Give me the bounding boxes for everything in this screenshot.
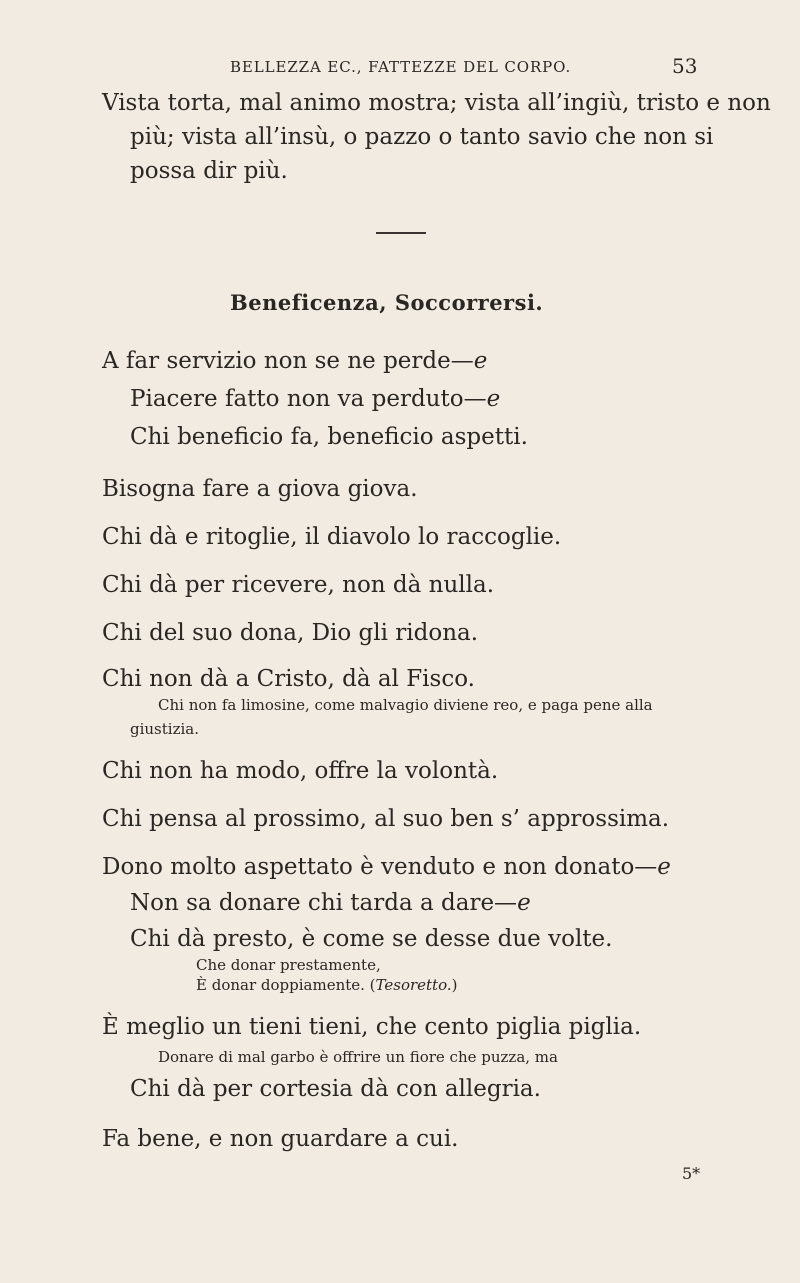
proverb-line <box>102 856 671 879</box>
proverb-text: A far servizio non se ne perde— <box>102 348 474 374</box>
proverb-note: Donare di mal garbo è offrire un fiore che puzza, ma <box>158 1048 558 1066</box>
note-text: ) <box>451 976 458 994</box>
proverb-text: Piacere fatto non va perduto— <box>130 386 487 412</box>
proverb-note: Che donar prestamente, <box>196 956 381 974</box>
note-text: È donar doppiamente. ( <box>196 976 376 994</box>
proverb-line: Bisogna fare a giova giova. <box>102 476 418 502</box>
proverb-line: Chi pensa al prossimo, al suo ben s’ approssima. <box>102 806 670 832</box>
page-number: 53 <box>672 54 698 78</box>
section-title: Beneficenza, Soccorrersi. <box>230 290 544 315</box>
proverb-line: Chi dà presto, è come se desse due volte. <box>130 926 613 952</box>
proverb-line: Chi dà per ricevere, non dà nulla. <box>102 572 495 598</box>
proverb-line: Chi beneficio fa, beneficio aspetti. <box>130 424 528 450</box>
proverb-line <box>130 388 500 411</box>
proverb-text: Dono molto aspettato è venduto e non donato— <box>102 854 658 880</box>
proverb-conj: e <box>486 386 501 412</box>
proverb-line: Fa bene, e non guardare a cui. <box>102 1126 459 1152</box>
proverb-line: Chi dà per cortesia dà con allegria. <box>130 1076 541 1102</box>
proverb-conj: e <box>517 890 531 916</box>
proverb-note: giustizia. <box>130 720 199 738</box>
proverb-note <box>196 978 457 993</box>
signature-mark: 5* <box>682 1164 701 1183</box>
intro-line-1: Vista torta, mal animo mostra; vista all’ingiù, tristo e non <box>102 90 771 116</box>
proverb-line: Chi del suo dona, Dio gli ridona. <box>102 620 479 646</box>
proverb-line: Chi non ha modo, offre la volontà. <box>102 758 499 784</box>
intro-line-3: possa dir più. <box>130 158 288 184</box>
proverb-note: Chi non fa limosine, come malvagio diviene reo, e paga pene alla <box>158 696 653 714</box>
proverb-text: Non sa donare chi tarda a dare— <box>130 890 518 916</box>
section-divider <box>376 232 426 234</box>
note-source: Tesoretto. <box>375 976 452 994</box>
proverb-line: Chi dà e ritoglie, il diavolo lo raccoglie. <box>102 524 562 550</box>
proverb-line <box>102 350 487 373</box>
proverb-line: Chi non dà a Cristo, dà al Fisco. <box>102 666 475 692</box>
intro-line-2: più; vista all’insù, o pazzo o tanto savio che non si <box>130 124 714 150</box>
proverb-conj: e <box>473 348 488 374</box>
proverb-line: È meglio un tieni tieni, che cento piglia piglia. <box>102 1014 642 1040</box>
proverb-line <box>130 892 531 915</box>
proverb-conj: e <box>657 854 671 880</box>
running-title: BELLEZZA EC., FATTEZZE DEL CORPO. <box>230 58 572 76</box>
